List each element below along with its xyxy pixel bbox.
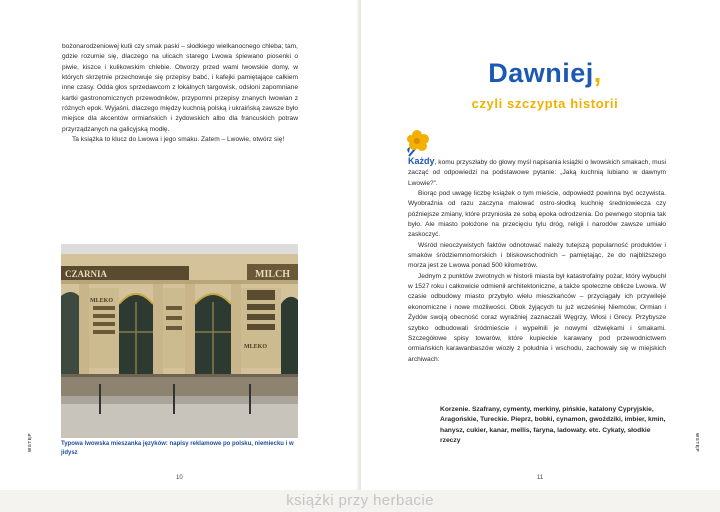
archive-quote: Korzenie. Szafrany, cymenty, merkiny, pińskie, katalony Cypryjskie, Aragońskie, Tureckie. Pieprz, bobki, cynamon, gwoździki, imbier, kmin, hanysz, cukier, kanar, mellis, faryna, ladowaty. etc. Cykaty, słodkie rzeczy xyxy=(440,406,666,444)
right-paragraph-1 xyxy=(408,156,666,189)
right-paragraph-4: Jednym z punktów zwrotnych w historii miasta był katastrofalny pożar, który wybuchł w 1527 roku i całkowicie odmienił architektoniczne, a także społeczne oblicze Lwowa. W czasie odbudowy miasto przybyło wielu mieszkańców – przyciągały ich przywileje ekonomiczne i nowe możliwości. Obok żyjących tu już wcześniej Niemców, Ormian i Żydów swoją obecność coraz wyraźniej zaznaczali Węgrzy, Włosi i Grecy. Przybysze szybko odbudowali śródmieście i wypełnili je nowymi dźwiękami i smakami. Szczegółowe spisy towarów, które kupieckie karawany pod przewodnictwem ormiańskich karawanbaszów wiozły z południa i wschodu, zachowały się w miejskich archiwach: xyxy=(408,272,667,363)
photo-caption: Typowa lwowska mieszanka języków: napisy reklamowe po polsku, niemiecku i w jidysz xyxy=(61,441,294,456)
chapter-title-comma: , xyxy=(593,58,602,88)
photo-sign-mleko-left: MLEKO xyxy=(90,298,114,304)
blog-watermark: książki przy herbacie xyxy=(286,492,434,509)
right-page-body xyxy=(408,156,666,365)
left-paragraph-2: Ta książka to klucz do Lwowa i jego smaku. Zatem – Lwowie, otwórz się! xyxy=(72,136,285,144)
photo-sign-czarnia: CZARNIA xyxy=(65,269,108,279)
right-page-number: 11 xyxy=(537,475,544,481)
left-paragraph-1: bożonarodzeniowej kutii czy smak paski – słodkiego wielkanocnego chleba; tam, gdzie rozumie się, dlaczego na ulicach starego Lwowa śpiewano piosenki o piwie, kiszce i kulikowskim chlebie. Otworzy przed wami lwowskie domy, w których skrzętnie przechowuje się przepisy babć, i kafejki pamiętające całkiem inne czasy. Odda głos sprzedawcom z lokalnych targowisk, odsłoni zapomniane kartki gastronomicznych przewodników, przypomni przepisy znanych lwowian z różnych epok. Wyjaśni, dlaczego między kuchnią polską i ukraińską zawsze było miejsce dla akcentów ormiańskich i żydowskich albo dla francuskich potraw przyrządzanych na galicyjską modłę. xyxy=(62,43,298,133)
left-page-number: 10 xyxy=(176,475,183,481)
flower-icon xyxy=(405,129,435,157)
photo-sign-mleko-right: MLEKO xyxy=(244,344,268,350)
right-section-label: WSTĘP xyxy=(695,432,701,453)
right-paragraph-3: Wśród nieoczywistych faktów odnotować należy tutejszą popularność produktów i smaków śródziemnomorskich i bliskowschodnich – pamiętając, że do najbliższego morza jest ze Lwowa ponad 500 kilometrów. xyxy=(408,241,666,270)
chapter-title xyxy=(440,58,650,89)
lviv-facade-photo xyxy=(61,244,298,438)
left-section-label: WSTĘP xyxy=(27,432,33,453)
chapter-subtitle: czyli szczypta historii xyxy=(471,96,619,111)
right-paragraph-1-text: , komu przyszłaby do głowy myśl napisania książki o lwowskich smakach, musi zacząć od odpowiedzi na podstawowe pytanie: „Jaką kuchnią lubiano w dawnym Lwowie?”. xyxy=(408,159,666,187)
chapter-title-text: Dawniej xyxy=(488,58,594,88)
photo-sign-milch: MILCH xyxy=(255,269,290,280)
left-page-body xyxy=(62,42,298,145)
lead-word: Każdy xyxy=(408,156,435,166)
right-paragraph-2: Biorąc pod uwagę liczbę książek o tym mieście, odpowiedź powinna być oczywista. Wyobraźnia od razu zaczyna malować ostro-słodką kuchnię średniowiecza czy późniejsze zmiany, które przyniosła ze sobą epoka odrodzenia. Do pewnego stopnia tak było. Ale miasto położone na przecięciu tylu dróg, religii i narodów zawsze umiało zaskoczyć. xyxy=(408,190,666,239)
